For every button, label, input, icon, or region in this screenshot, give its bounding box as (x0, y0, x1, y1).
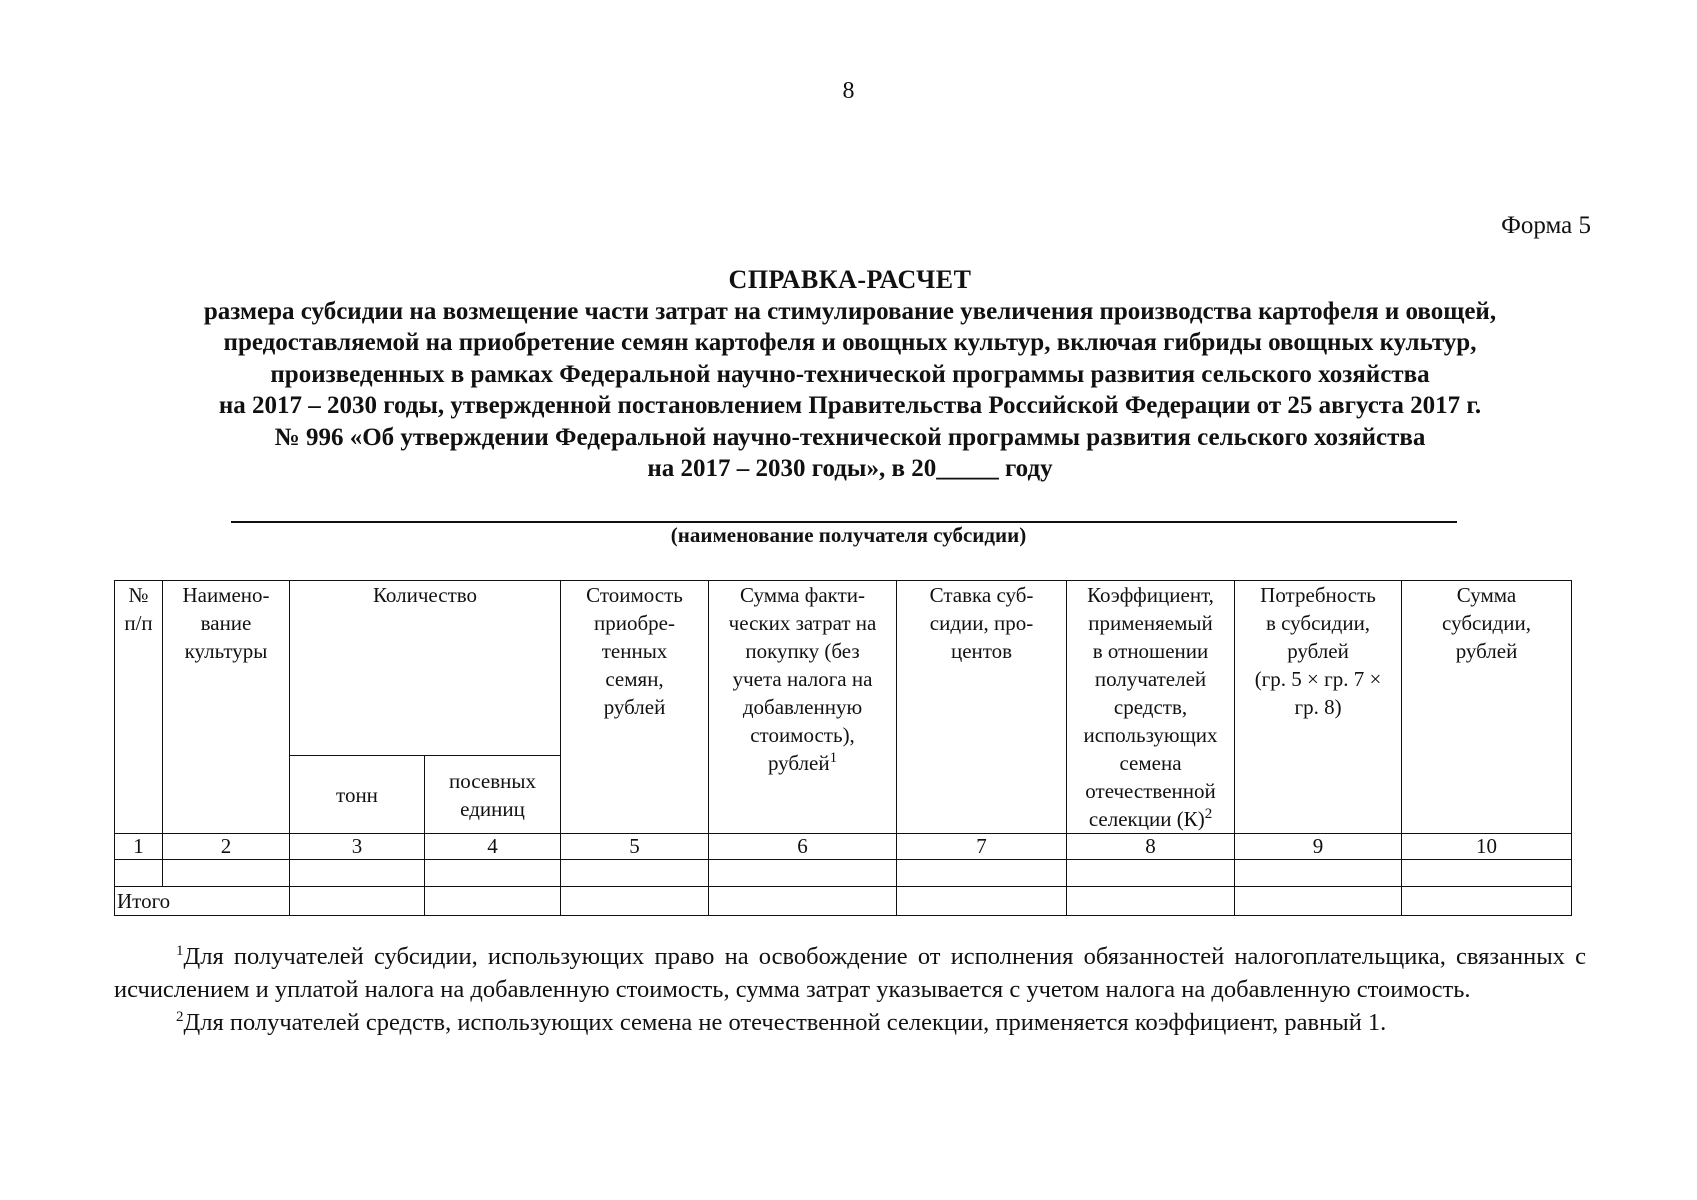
header-need-text: Потребность в субсидии, рублей (гр. 5 × гр. 7 × гр. 8) (1254, 583, 1382, 719)
table-cell[interactable] (425, 860, 561, 887)
header-actual-costs-text: Сумма факти- ческих затрат на покупку (без учета налога на добавленную стоимость), рублей (728, 583, 877, 775)
header-sum-text: Сумма субсидии, рублей (1442, 583, 1531, 663)
header-sum (1402, 581, 1572, 834)
header-coefficient (1067, 581, 1235, 834)
header-sowing-units-text: посевных единиц (449, 768, 536, 821)
table-cell[interactable] (561, 887, 709, 916)
title-line: № 996 «Об утверждении Федеральной научно-технической программы развития сельского хозяйства (274, 423, 1426, 451)
header-tons (290, 756, 425, 834)
table-cell[interactable] (163, 860, 290, 887)
footnote-1 (114, 940, 1586, 1006)
table-cell[interactable] (897, 860, 1067, 887)
table-cell[interactable] (709, 887, 897, 916)
table-cell[interactable] (1067, 887, 1235, 916)
footnote-2 (114, 1006, 1586, 1039)
column-number: 3 (290, 834, 425, 860)
header-sowing-units (425, 756, 561, 834)
header-culture-text: Наимено- вание культуры (182, 583, 270, 663)
footnote-ref-1: 1 (829, 750, 838, 766)
column-number: 8 (1067, 834, 1235, 860)
header-tons-text: тонн (336, 782, 378, 807)
header-quantity-text: Количество (372, 583, 478, 607)
header-coefficient-text: Коэффициент, применяемый в отношении получателей средств, использующих семена отечественной селекции (К) (1083, 583, 1218, 831)
title-line: размера субсидии на возмещение части затрат на стимулирование увеличения производства картофеля и овощей, (203, 297, 1497, 325)
header-seed-cost-text: Стоимость приобре- тенных семян, рублей (586, 583, 683, 719)
table-cell[interactable] (425, 887, 561, 916)
title-main: СПРАВКА-РАСЧЕТ (728, 265, 972, 294)
footnotes (114, 940, 1586, 1039)
column-number: 7 (897, 834, 1067, 860)
calculation-table (114, 580, 1572, 916)
header-quantity (290, 581, 561, 756)
table-cell[interactable] (897, 887, 1067, 916)
header-rate (897, 581, 1067, 834)
document-title (90, 264, 1610, 485)
title-line: произведенных в рамках Федеральной научно-технической программы развития сельского хозяйства (270, 360, 1430, 388)
column-number: 6 (709, 834, 897, 860)
header-need (1235, 581, 1402, 834)
table-cell[interactable] (1402, 860, 1572, 887)
form-label: Форма 5 (1501, 212, 1591, 239)
footnote-mark: 1 (176, 942, 184, 959)
table-cell[interactable] (1235, 887, 1402, 916)
table-row (115, 860, 1572, 887)
header-actual-costs (709, 581, 897, 834)
table-cell[interactable] (115, 860, 163, 887)
title-line: предоставляемой на приобретение семян картофеля и овощных культур, включая гибриды овощных культур, (223, 329, 1477, 356)
total-row (115, 887, 1572, 916)
title-line: на 2017 – 2030 годы», в 20_____ году (647, 455, 1053, 482)
header-no (115, 581, 163, 834)
header-no-text: № п/п (124, 583, 153, 635)
total-label: Итого (115, 887, 290, 916)
table-cell[interactable] (1402, 887, 1572, 916)
page-number: 8 (842, 78, 855, 104)
table-cell[interactable] (709, 860, 897, 887)
table-cell[interactable] (1235, 860, 1402, 887)
column-number: 1 (115, 834, 163, 860)
table-cell[interactable] (290, 860, 425, 887)
table-cell[interactable] (561, 860, 709, 887)
recipient-caption: (наименование получателя субсидии) (670, 523, 1027, 547)
column-number: 9 (1235, 834, 1402, 860)
header-seed-cost (561, 581, 709, 834)
footnote-text: Для получателей субсидии, использующих право на освобождение от исполнения обязанностей налогоплательщика, связанных с исчислением и уплатой налога на добавленную стоимость, сумма затрат указывается с учетом налога на добавленную стоимость. (114, 943, 1586, 1003)
column-number: 4 (425, 834, 561, 860)
title-line: на 2017 – 2030 годы, утвержденной постановлением Правительства Российской Федерации от 25 августа 2017 г. (218, 392, 1482, 419)
table-cell[interactable] (1067, 860, 1235, 887)
header-culture (163, 581, 290, 834)
footnote-mark: 2 (176, 1008, 184, 1025)
footnote-text: Для получателей средств, использующих семена не отечественной селекции, применяется коэффициент, равный 1. (183, 1009, 1387, 1036)
header-rate-text: Ставка суб- сидии, про- центов (929, 583, 1034, 663)
table-cell[interactable] (290, 887, 425, 916)
footnote-ref-2: 2 (1204, 806, 1213, 822)
column-number: 2 (163, 834, 290, 860)
column-number: 10 (1402, 834, 1572, 860)
column-number: 5 (561, 834, 709, 860)
